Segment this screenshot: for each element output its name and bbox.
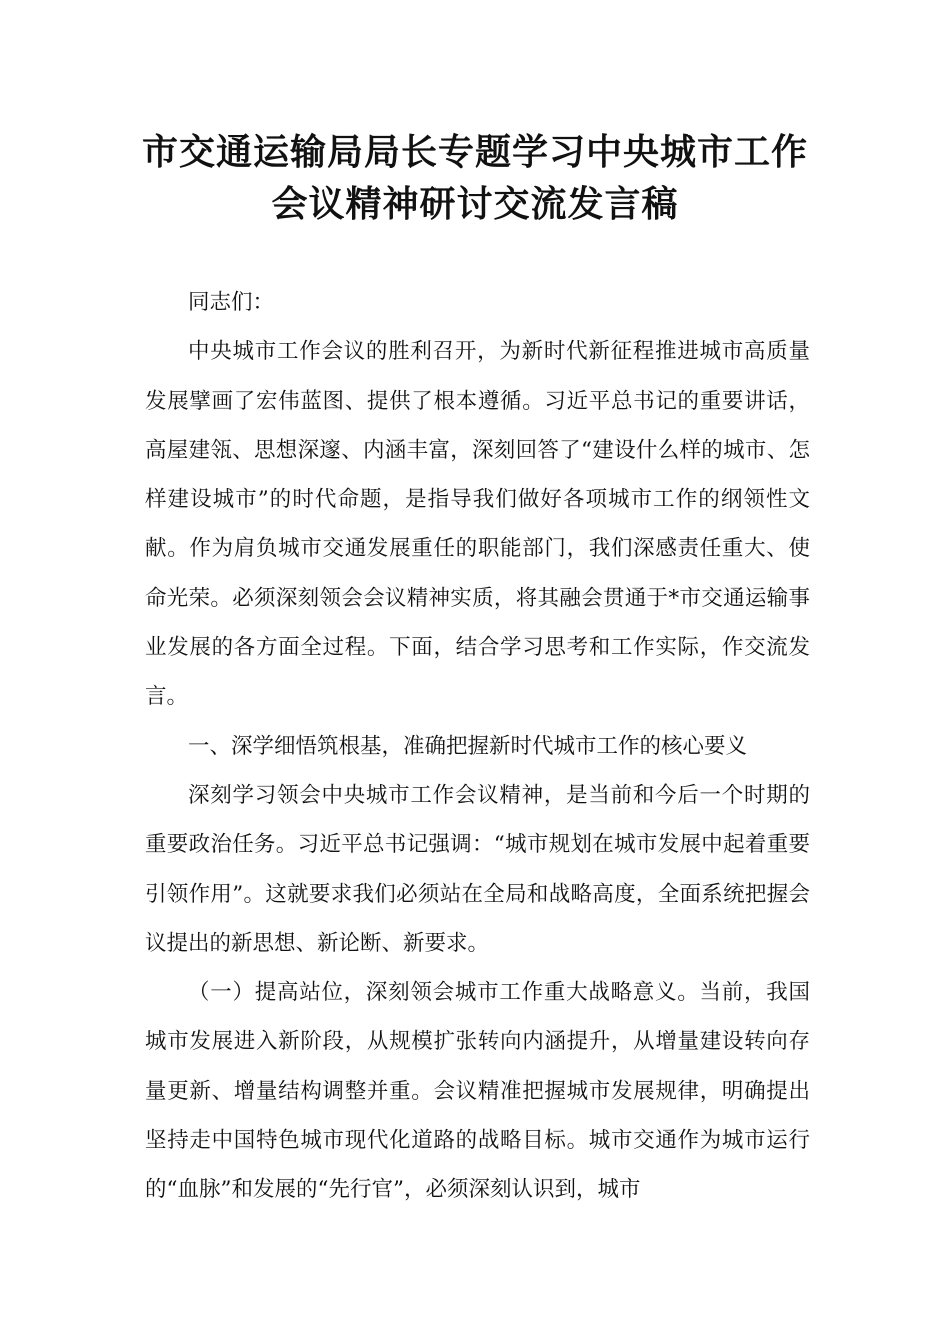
title-line-1: 市交通运输局局长专题学习中央城市工作 [141, 132, 808, 173]
paragraph-subsection-1: （一）提高站位，深刻领会城市工作重大战略意义。当前，我国城市发展进入新阶段，从规模扩张转向内涵提升，从增量建设转向存量更新、增量结构调整并重。会议精准把握城市发展规律，明确提出坚持走中国特色城市现代化道路的战略目标。城市交通作为城市运行的“血脉”和发展的“先行官”，必须深刻认识到，城市 [145, 980, 810, 1203]
document-title [100, 127, 850, 231]
paragraph-section-1: 深刻学习领会中央城市工作会议精神，是当前和今后一个时期的重要政治任务。习近平总书记强调：“城市规划在城市发展中起着重要引领作用”。这就要求我们必须站在全局和战略高度，全面系统把握会议提出的新思想、新论断、新要求。 [145, 782, 810, 956]
document-body [145, 278, 810, 1215]
title-line-2: 会议精神研讨交流发言稿 [271, 184, 679, 225]
section-heading-1: 一、深学细悟筑根基，准确把握新时代城市工作的核心要义 [188, 733, 748, 759]
salutation: 同志们： [188, 290, 275, 315]
paragraph-intro: 中央城市工作会议的胜利召开，为新时代新征程推进城市高质量发展擘画了宏伟蓝图、提供了根本遵循。习近平总书记的重要讲话，高屋建瓴、思想深邃、内涵丰富，深刻回答了“建设什么样的城市、怎样建设城市”的时代命题，是指导我们做好各项城市工作的纲领性文献。作为肩负城市交通发展重任的职能部门，我们深感责任重大、使命光荣。必须深刻领会会议精神实质，将其融会贯通于*市交通运输事业发展的各方面全过程。下面，结合学习思考和工作实际，作交流发言。 [145, 339, 810, 710]
